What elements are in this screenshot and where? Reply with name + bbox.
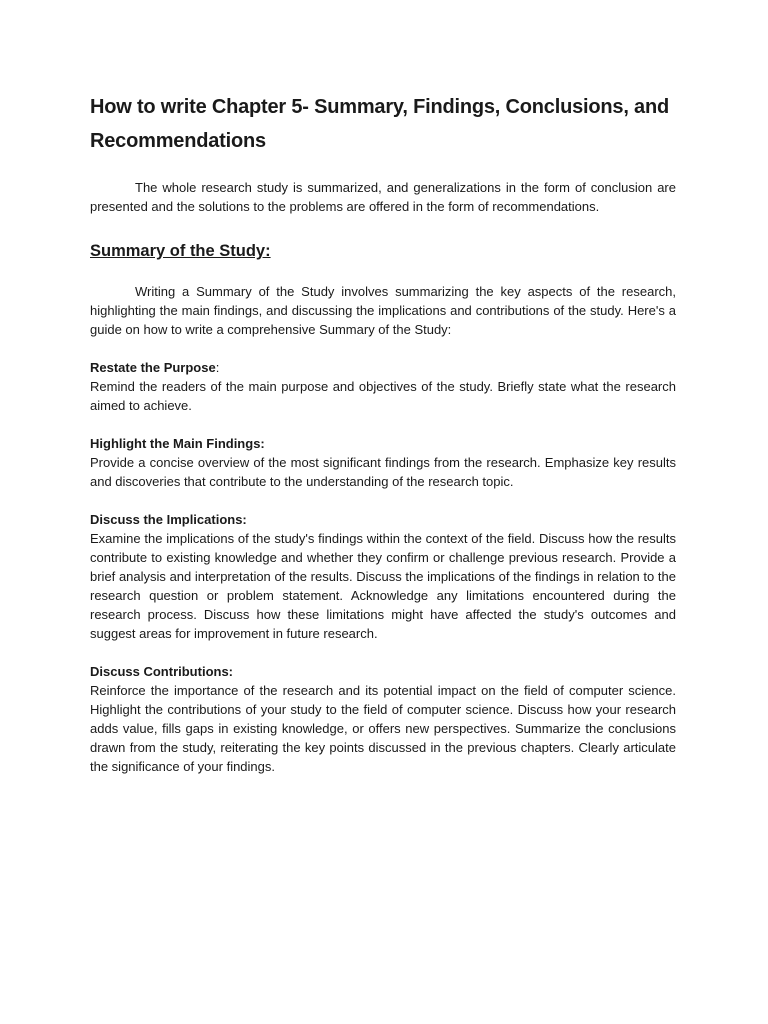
item-heading: Discuss the Implications: xyxy=(90,512,247,527)
item-highlight-findings xyxy=(90,434,676,491)
item-restate-purpose xyxy=(90,358,676,415)
item-discuss-implications xyxy=(90,510,676,643)
item-heading: Discuss Contributions: xyxy=(90,664,234,679)
item-body: Examine the implications of the study's findings within the context of the field. Discuss how the results contribute to existing knowledge and whether they confirm or challenge previous research. Provide a brief analysis and interpretation of the results. Discuss the implications of the findings in relation to the research question or problem statement. Acknowledge any limitations encountered during the research process. Discuss how these limitations might have affected the study's outcomes and suggest areas for improvement in future research. xyxy=(90,531,676,641)
item-body: Provide a concise overview of the most significant findings from the research. Emphasize key results and discoveries that contribute to the understanding of the research topic. xyxy=(90,455,676,489)
document-page xyxy=(90,90,676,776)
item-heading-colon: : xyxy=(215,360,220,375)
document-title: How to write Chapter 5- Summary, Findings, Conclusions, and Recommendations xyxy=(90,96,670,152)
item-body: Remind the readers of the main purpose and objectives of the study. Briefly state what the research aimed to achieve. xyxy=(90,379,676,413)
item-heading-text: Restate the Purpose xyxy=(90,360,216,375)
item-heading: Highlight the Main Findings: xyxy=(90,436,265,451)
section-heading-summary: Summary of the Study: xyxy=(90,242,271,260)
intro-paragraph: The whole research study is summarized, and generalizations in the form of conclusion are presented and the solutions to the problems are offered in the form of recommendations. xyxy=(90,180,676,214)
section-intro-paragraph: Writing a Summary of the Study involves summarizing the key aspects of the research, highlighting the main findings, and discussing the implications and contributions of the study. Here's a guide on how to write a comprehensive Summary of the Study: xyxy=(90,284,676,337)
item-heading xyxy=(90,358,676,377)
item-body: Reinforce the importance of the research and its potential impact on the field of computer science. Highlight the contributions of your study to the field of computer science. Discuss how your research adds value, fills gaps in existing knowledge, or offers new perspectives. Summarize the conclusions drawn from the study, reiterating the key points discussed in the previous chapters. Clearly articulate the significance of your findings. xyxy=(90,683,676,774)
item-discuss-contributions xyxy=(90,662,676,776)
